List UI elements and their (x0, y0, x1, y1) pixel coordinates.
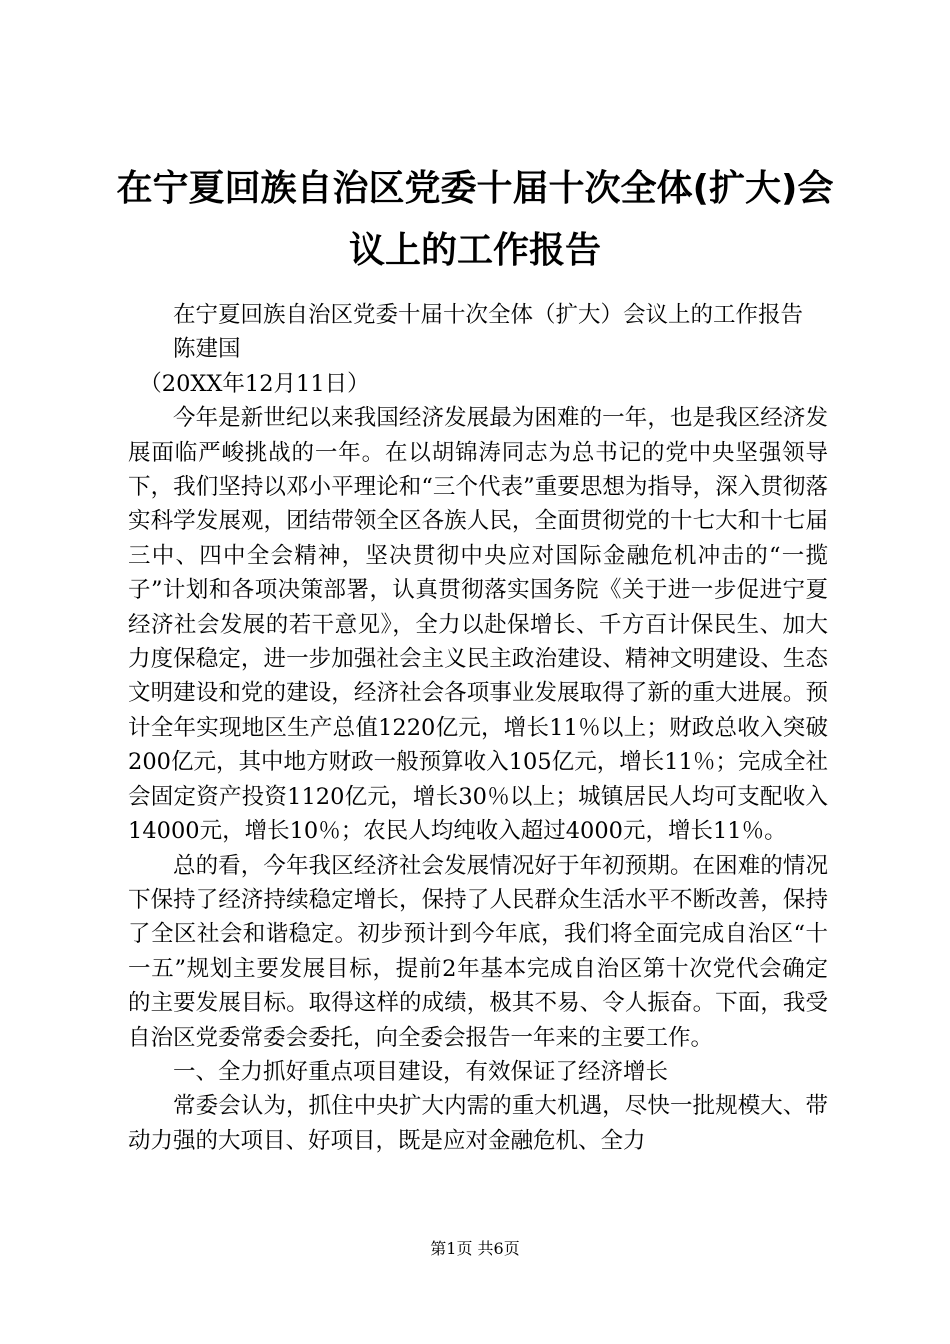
paragraph-body-1: 今年是新世纪以来我国经济发展最为困难的一年，也是我区经济发展面临严峻挑战的一年。在以胡锦涛同志为总书记的党中央坚强领导下，我们坚持以邓小平理论和“三个代表”重要思想为指导，深入贯彻落实科学发展观，团结带领全区各族人民，全面贯彻党的十七大和十七届三中、四中全会精神，坚决贯彻中央应对国际金融危机冲击的“一揽子”计划和各项决策部署，认真贯彻落实国务院《关于进一步促进宁夏经济社会发展的若干意见》，全力以赴保增长、千方百计保民生、加大力度保稳定，进一步加强社会主义民主政治建设、精神文明建设、生态文明建设和党的建设，经济社会各项事业发展取得了新的重大进展。预计全年实现地区生产总值1220亿元，增长11％以上；财政总收入突破200亿元，其中地方财政一般预算收入105亿元，增长11％；完成全社会固定资产投资1120亿元，增长30％以上；城镇居民人均可支配收入14000元，增长10％；农民人均纯收入超过4000元，增长11％。 (128, 405, 828, 845)
paragraph-body-2: 总的看，今年我区经济社会发展情况好于年初预期。在困难的情况下保持了经济持续稳定增长，保持了人民群众生活水平不断改善，保持了全区社会和谐稳定。初步预计到今年底，我们将全面完成自治区“十一五”规划主要发展目标，提前2年基本完成自治区第十次党代会确定的主要发展目标。取得这样的成绩，极其不易、令人振奋。下面，我受自治区党委常委会委托，向全委会报告一年来的主要工作。 (128, 852, 828, 1051)
paragraph-author: 陈建国 (173, 336, 241, 363)
document-body (128, 298, 828, 1158)
page-footer: 第1页 共6页 (430, 1239, 520, 1258)
document-title: 在宁夏回族自治区党委十届十次全体(扩大)会议上的工作报告 (116, 168, 834, 271)
paragraph-body-3: 常委会认为，抓住中央扩大内需的重大机遇，尽快一批规模大、带动力强的大项目、好项目，既是应对金融危机、全力 (128, 1093, 828, 1154)
paragraph-date: （20XX年12月11日） (139, 370, 370, 397)
paragraph-heading-repeat: 在宁夏回族自治区党委十届十次全体（扩大）会议上的工作报告 (173, 302, 804, 328)
section-heading-1: 一、全力抓好重点项目建设，有效保证了经济增长 (173, 1058, 669, 1085)
